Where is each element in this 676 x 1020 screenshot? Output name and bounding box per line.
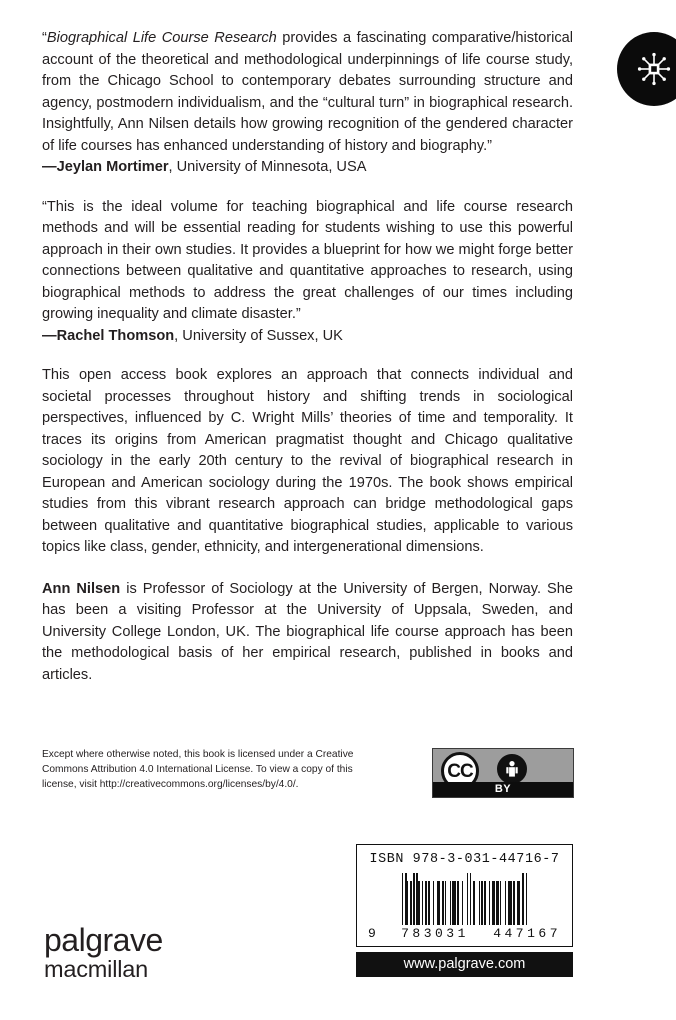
endorsement-attribution-1 [42,157,573,179]
endorsement-quote-body-1: provides a fascinating comparative/historical account of the theoretical and methodological underpinnings of life course study, from the Chicago School to contemporary debates surrounding structure and agency, postmodern individualism, and the “cultural turn” in biographical research. Insightfully, Ann Nilsen details how growing recognition of the gendered character of life courses has enhanced understanding of history and biography.” [42,30,573,154]
endorsement-block-2 [42,197,573,348]
palgrave-url-bar[interactable] [356,952,573,977]
logo-line-palgrave: palgrave [44,922,163,958]
cc-badge-bottom [433,782,573,797]
endorsement-author-2: —Rachel Thomson [42,327,175,344]
endorsement-block-1 [42,28,573,179]
author-bio-text: is Professor of Sociology at the University of Bergen, Norway. She has been a visiting Professor at the University of Uppsala, Sweden, and University College London, UK. The biographical life course approach has been the methodological basis of her empirical research, published in books and articles. [42,580,574,683]
author-name: Ann Nilsen [42,580,121,597]
author-bio [42,579,573,687]
license-text: Except where otherwise noted, this book is licensed under a Creative Commons Attribution 4.0 International License. To view a copy of this license, visit http://creativecommons.org/licenses/by/4.0/. [42,749,354,791]
author-bio-block [42,579,573,687]
endorsement-open-quote-1: “ [42,30,47,46]
endorsement-affiliation-1: , University of Minnesota, USA [168,159,367,175]
barcode-card [356,844,573,947]
palgrave-url-label: www.palgrave.com [403,956,526,973]
isbn-text: ISBN 978-3-031-44716-7 [369,852,560,867]
endorsement-author-1: —Jeylan Mortimer [42,159,169,175]
barcode-digit-prefix: 9 [368,926,377,941]
barcode-digit-group-1: 783031 [401,926,469,941]
palgrave-macmillan-logo [44,924,163,982]
endorsement-attribution-2 [42,326,573,348]
person-icon [497,754,527,784]
creative-commons-badge [432,748,574,798]
cc-by-label: BY [494,783,512,795]
open-access-badge [617,32,676,106]
barcode-digit-group-2: 447167 [493,926,561,941]
barcode-block [356,844,573,977]
barcode-bars [366,873,563,925]
cc-logo-label: CC [447,760,473,782]
book-description: This open access book explores an approach that connects individual and societal processes throughout history and shifting trends in sociological perspectives, influenced by C. Wright Mills’ theories of time and temporality. It traces its origins from American pragmatist thought and Chicago qualitative sociology in the early 20th century to the revival of biographical research in European and American sociology during the 1970s. The book shows empirical studies from this vibrant research approach can bridge methodological gaps between qualitative and quantitative biographical studies, applicable to various topics like class, gender, ethnicity, and intergenerational dimensions. [42,367,573,555]
open-access-sunburst-icon [637,52,671,86]
barcode-digits [366,926,563,941]
endorsement-book-title-1: Biographical Life Course Research [46,30,277,46]
endorsement-quote-1 [42,28,573,157]
endorsement-quote-2: “This is the ideal volume for teaching biographical and life course research methods and will be essential reading for students wishing to use this powerful approach in their own studies. It provides a blueprint for how we might forge better connections between qualitative and quantitative approaches to research, using biographical methods to address the great challenges of our times including growing inequality and climate disaster.” [42,198,573,322]
cc-badge-top [433,749,573,782]
back-cover-text-column [42,28,573,686]
logo-line-macmillan: macmillan [44,956,148,982]
endorsement-affiliation-2: , University of Sussex, UK [174,327,343,344]
book-description-block [42,365,573,559]
